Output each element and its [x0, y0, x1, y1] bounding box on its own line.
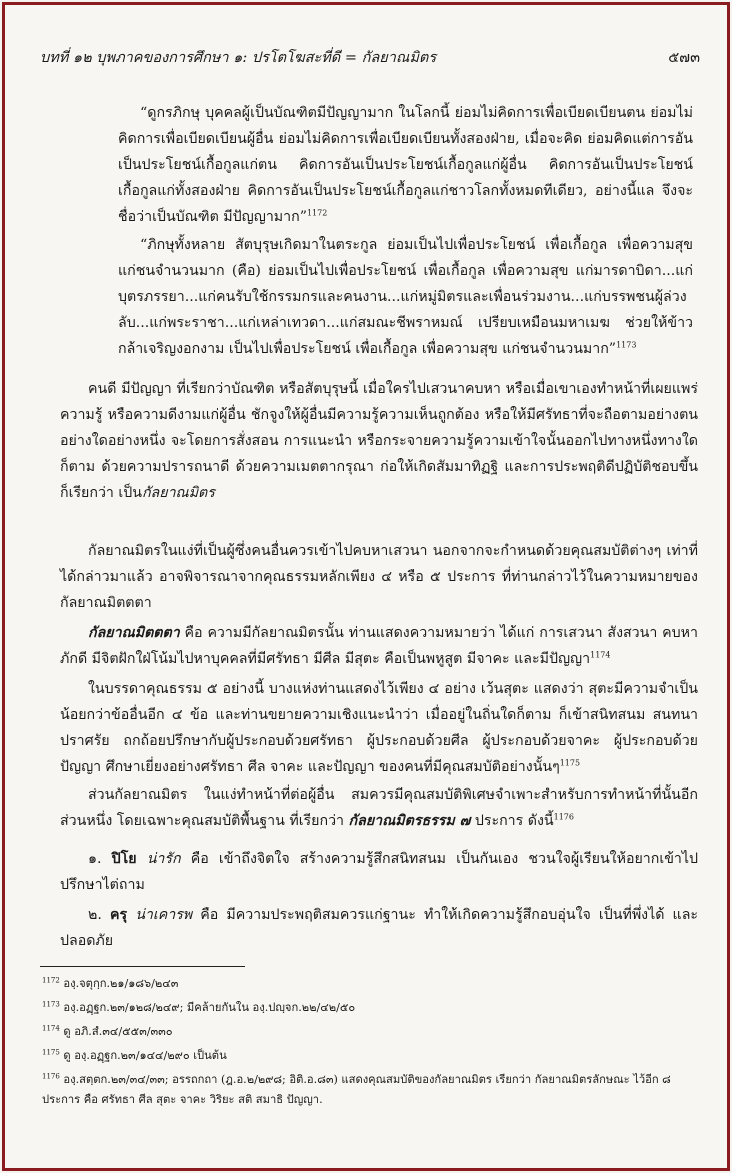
paragraph-5-tail: ประการ ดังนี้ — [470, 813, 554, 829]
term-kalyanamittata: กัลยาณมิตตตา — [88, 625, 180, 641]
paragraph-3 — [60, 620, 698, 672]
footnote-1172 — [42, 974, 702, 994]
footnote-number: 1173 — [42, 1000, 60, 1009]
footnote-number: 1175 — [42, 1048, 60, 1057]
footnote-text: องฺ.จตุกฺก.๒๑/๑๘๖/๒๔๓ — [63, 977, 179, 990]
footnote-1176 — [42, 1070, 702, 1110]
footnote-number: 1176 — [42, 1072, 60, 1081]
paragraph-3-text: คือ ความมีกัลยาณมิตรนั้น ท่านแสดงความหมายว่า ได้แก่ การเสวนา สังสวนา คบหา ภักดี มีจิตฝักใฝ่โน้มไปหาบุคคลที่มีศรัทธา มีศีล มีสุตะ คือเป็นพหูสูต มีจาคะ และมีปัญญา — [60, 625, 698, 667]
paragraph-1-text: คนดี มีปัญญา ที่เรียกว่าบัณฑิต หรือสัตบุรุษนี้ เมื่อใครไปเสวนาคบหา หรือเมื่อเขาเองทำหน้าที่เผยแพร่ความรู้ หรือความดีงามแก่ผู้อื่น ชักจูงให้ผู้อื่นมีความรู้ความเห็นถูกต้อง หรือให้มีศรัทธาที่จะถือตามอย่างตน อย่างใดอย่างหนึ่ง จะโดยการสั่งสอน การแนะนำ หรือกระจายความรู้ความเข้าใจนั้นออกไปทางหนึ่งทางใดก็ตาม ด้วยความปรารถนาดี ด้วยความเมตตากรุณา ก่อให้เกิดสัมมาทิฏฐิ และการประพฤติดีปฏิบัติชอบขึ้น ก็เรียกว่า เป็น — [60, 381, 698, 501]
footnote-ref-1173[interactable]: 1173 — [616, 340, 637, 350]
footnote-divider — [40, 966, 245, 967]
footnote-number: 1174 — [42, 1024, 60, 1033]
quote-1-text: “ดูกรภิกษุ บุคคลผู้เป็นบัณฑิตมีปัญญามาก ในโลกนี้ ย่อมไม่คิดการเพื่อเบียดเบียนตน ย่อมไม่คิดการเพื่อเบียดเบียนผู้อื่น ย่อมไม่คิดการเพื่อเบียดเบียนทั้งสองฝ่าย, เมื่อจะคิด ย่อมคิดแต่การอันเป็นประโยชน์เกื้อกูลแก่ตน คิดการอันเป็นประโยชน์เกื้อกูลแก่ผู้อื่น คิดการอันเป็นประโยชน์เกื้อกูลแก่ทั้งสองฝ่าย คิดการอันเป็นประโยชน์เกื้อกูลแก่ชาวโลกทั้งหมดทีเดียว, อย่างนี้แล จึงจะชื่อว่าเป็นบัณฑิต มีปัญญามาก” — [118, 105, 693, 225]
quote-1 — [118, 100, 693, 230]
footnote-text: ดู องฺ.อฏฺฐก.๒๓/๑๔๔/๒๙๐ เป็นต้น — [63, 1049, 227, 1062]
footnote-1173 — [42, 998, 702, 1018]
footnote-text: องฺ.สตฺตก.๒๓/๓๔/๓๓; อรรถกถา (ฎ.อ.๒/๒๙๘; อิติ.อ.๘๓) แสดงคุณสมบัติของกัลยาณมิตร เรียกว่า กัลยาณมิตรลักษณะ ไว้อีก ๘ ประการ คือ ศรัทธา ศีล สุตะ จาคะ วิริยะ สติ สมาธิ ปัญญา. — [42, 1073, 671, 1106]
list-item-name: ครุ — [109, 907, 128, 923]
footnote-text: องฺ.อฏฺฐก.๒๓/๑๒๘/๒๔๙; มีคล้ายกันใน องฺ.ปญฺจก.๒๒/๔๒/๕๐ — [63, 1001, 356, 1014]
paragraph-2 — [60, 538, 698, 616]
list-item-gloss: น่ารัก — [146, 851, 181, 867]
footnote-1174 — [42, 1022, 702, 1042]
running-header — [40, 46, 700, 69]
list-item-number: ๒. — [88, 907, 102, 923]
quote-2 — [118, 232, 693, 362]
list-item — [60, 846, 698, 898]
list-item-text: คือ เข้าถึงจิตใจ สร้างความรู้สึกสนิทสนม เป็นกันเอง ชวนใจผู้เรียนให้อยากเข้าไปปรึกษาไต่ถาม — [60, 851, 699, 893]
list-item-gloss: น่าเคารพ — [135, 907, 193, 923]
footnote-number: 1172 — [42, 976, 60, 985]
chapter-title: บทที่ ๑๒ บุพภาคของการศึกษา ๑: ปรโตโฆสะที่ดี = กัลยาณมิตร — [40, 50, 437, 66]
term-kalyanamittadhamma: กัลยาณมิตรธรรม ๗ — [348, 813, 471, 829]
term-kalyanamitta: กัลยาณมิตร — [141, 485, 215, 501]
footnote-ref-1174[interactable]: 1174 — [590, 650, 611, 660]
footnote-text: ดู อภิ.สํ.๓๔/๕๕๓/๓๓๐ — [63, 1025, 173, 1038]
paragraph-4 — [60, 676, 698, 780]
paragraph-4-text: ในบรรดาคุณธรรม ๕ อย่างนี้ บางแห่งท่านแสดงไว้เพียง ๔ อย่าง เว้นสุตะ แสดงว่า สุตะมีความจำเป็นน้อยกว่าข้ออื่นอีก ๔ ข้อ และท่านขยายความเชิงแนะนำว่า เมื่ออยู่ในถิ่นใดก็ตาม ก็เข้าสนิทสนม สนทนาปราศรัย ถกถ้อยปรึกษากับผู้ประกอบด้วยศรัทธา ผู้ประกอบด้วยศีล ผู้ประกอบด้วยจาคะ ผู้ประกอบด้วยปัญญา ศึกษาเยี่ยงอย่างศรัทธา ศีล จาคะ และปัญญา ของคนที่มีคุณสมบัติอย่างนั้นๆ — [60, 681, 698, 775]
footnote-1175 — [42, 1046, 702, 1066]
footnote-ref-1172[interactable]: 1172 — [306, 208, 328, 218]
list-item — [60, 902, 698, 954]
paragraph-1 — [60, 376, 698, 506]
list-item-text: คือ มีความประพฤติสมควรแก่ฐานะ ทำให้เกิดความรู้สึกอบอุ่นใจ เป็นที่พึ่งได้ และปลอดภัย — [60, 907, 699, 949]
list-item-number: ๑. — [88, 851, 102, 867]
paragraph-5 — [60, 782, 698, 834]
paragraph-2-text: กัลยาณมิตรในแง่ที่เป็นผู้ซึ่งคนอื่นควรเข้าไปคบหาเสวนา นอกจากจะกำหนดด้วยคุณสมบัติต่างๆ เท่าที่ได้กล่าวมาแล้ว อาจพิจารณาจากคุณธรรมหลักเพียง ๔ หรือ ๕ ประการ ที่ท่านกล่าวไว้ในความหมายของกัลยาณมิตตตา — [60, 543, 698, 611]
page-number: ๕๗๓ — [668, 50, 700, 66]
paragraph-5-text: ส่วนกัลยาณมิตร ในแง่ทำหน้าที่ต่อผู้อื่น สมควรมีคุณสมบัติพิเศษจำเพาะสำหรับการทำหน้าที่นั้นอีกส่วนหนึ่ง โดยเฉพาะคุณสมบัติพื้นฐาน ที่เรียกว่า — [60, 787, 698, 829]
footnote-ref-1175[interactable]: 1175 — [559, 758, 581, 768]
footnote-ref-1176[interactable]: 1176 — [553, 812, 574, 822]
list-item-name: ปิโย — [111, 851, 137, 867]
quote-2-text: “ภิกษุทั้งหลาย สัตบุรุษเกิดมาในตระกูล ย่อมเป็นไปเพื่อประโยชน์ เพื่อเกื้อกูล เพื่อความสุข แก่ชนจำนวนมาก (คือ) ย่อมเป็นไปเพื่อประโยชน์ เพื่อเกื้อกูล เพื่อความสุข แก่มารดาบิดา...แก่บุตรภรรยา...แก่คนรับใช้กรรมกรและคนงาน...แก่หมู่มิตรและเพื่อนร่วมงาน...แก่บรรพชนผู้ล่วงลับ...แก่พระราชา...แก่เหล่าเทวดา...แก่สมณะชีพราหมณ์ เปรียบเหมือนมหาเมฆ ช่วยให้ข้าวกล้าเจริญงอกงาม เป็นไปเพื่อประโยชน์ เพื่อเกื้อกูล เพื่อความสุข แก่ชนจำนวนมาก” — [118, 237, 693, 357]
